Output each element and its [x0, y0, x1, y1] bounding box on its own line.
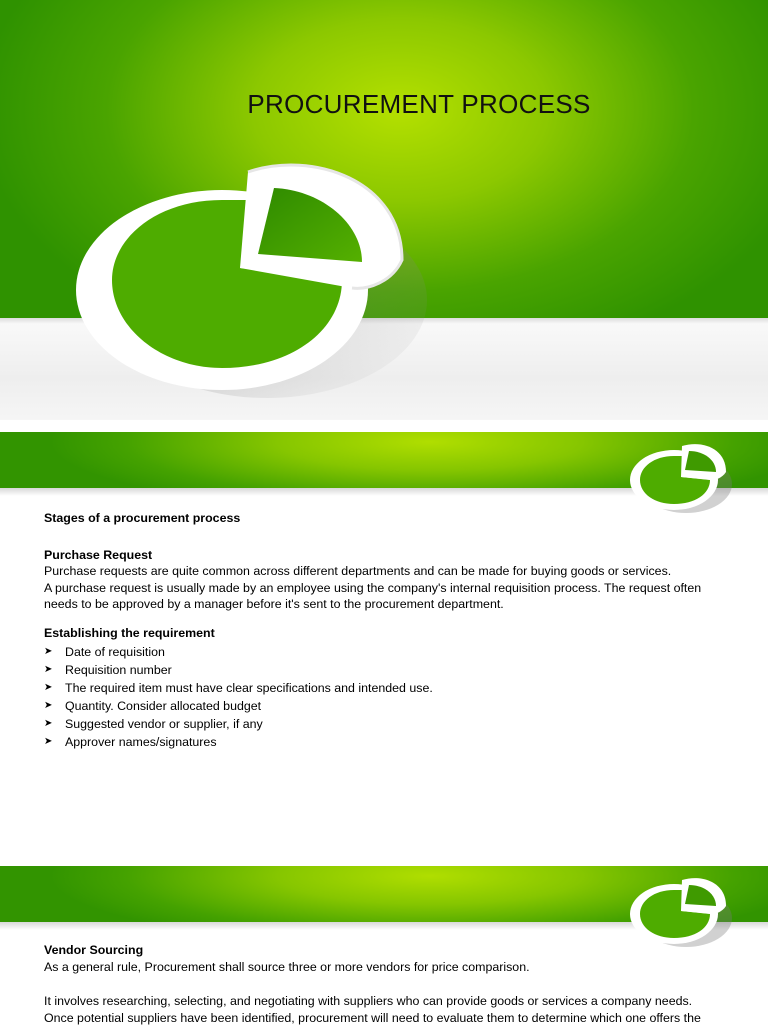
arrowhead-bullet-icon: ➤	[44, 700, 53, 711]
requirement-heading: Establishing the requirement	[44, 625, 215, 640]
pie-chart-sticker-icon	[62, 150, 442, 410]
purchase-request-line: Purchase requests are quite common across different departments and can be made for buying goods or services.	[44, 564, 672, 578]
pie-chart-sticker-icon	[626, 872, 736, 950]
arrowhead-bullet-icon: ➤	[44, 736, 53, 747]
requirement-list	[44, 643, 744, 751]
slide-title: PROCUREMENT PROCESS	[247, 89, 591, 119]
purchase-request-line: needs to be approved by a manager before it's sent to the procurement department.	[44, 597, 504, 611]
vendor-sourcing-line: Once potential suppliers have been identified, procurement will need to evaluate them to determine which one offers the	[44, 1010, 701, 1025]
purchase-request-line: A purchase request is usually made by an employee using the company's internal requisition process. The request often	[44, 580, 702, 595]
content-slide-vendor-sourcing	[0, 866, 768, 1036]
slide-body	[44, 942, 744, 1026]
title-slide	[0, 0, 768, 420]
list-item: ➤ Approver names/signatures	[44, 735, 217, 749]
vendor-sourcing-line: As a general rule, Procurement shall source three or more vendors for price comparison.	[44, 959, 530, 974]
list-item: ➤ Quantity. Consider allocated budget	[44, 699, 262, 713]
arrowhead-bullet-icon: ➤	[44, 682, 53, 693]
content-slide-stages	[0, 432, 768, 832]
arrowhead-bullet-icon: ➤	[44, 664, 53, 675]
arrowhead-bullet-icon: ➤	[44, 646, 53, 657]
list-item: ➤ The required item must have clear specifications and intended use.	[44, 681, 433, 695]
vendor-sourcing-line: It involves researching, selecting, and negotiating with suppliers who can provide goods or services a company needs.	[44, 994, 693, 1008]
arrowhead-bullet-icon: ➤	[44, 718, 53, 729]
list-item: ➤ Requisition number	[44, 663, 172, 677]
slide-body	[44, 510, 744, 751]
purchase-request-heading: Purchase Request	[44, 547, 153, 562]
vendor-sourcing-heading: Vendor Sourcing	[44, 943, 144, 957]
list-item: ➤ Suggested vendor or supplier, if any	[44, 717, 263, 731]
list-item: ➤ Date of requisition	[44, 645, 165, 659]
pie-chart-sticker-icon	[626, 438, 736, 516]
section-heading: Stages of a procurement process	[44, 511, 241, 525]
